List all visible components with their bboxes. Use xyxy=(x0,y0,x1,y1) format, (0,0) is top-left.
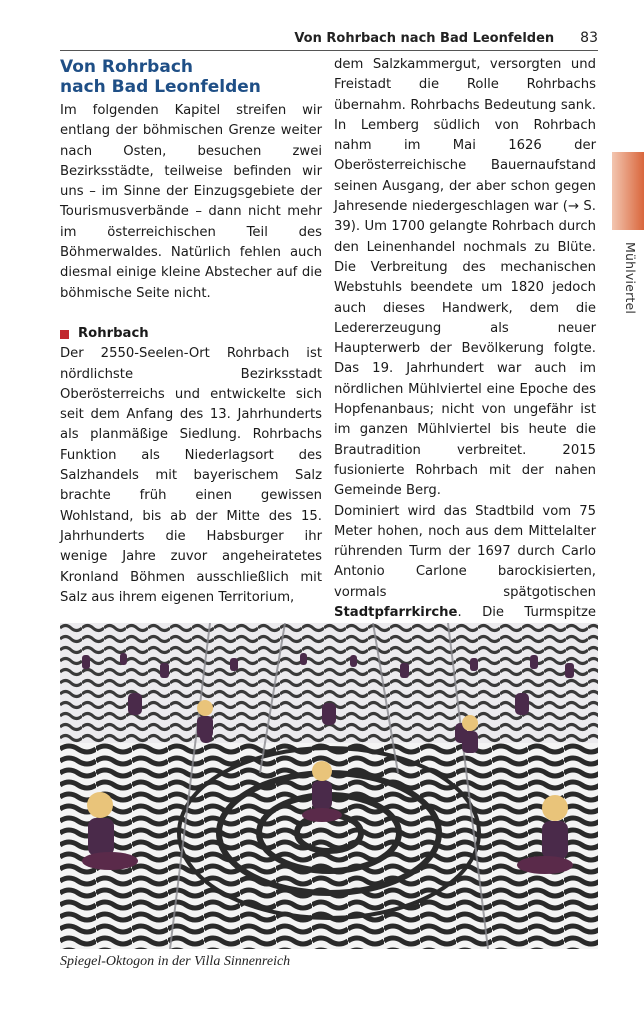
header-rule xyxy=(60,50,598,51)
left-column xyxy=(60,55,322,608)
section-heading xyxy=(60,324,322,344)
running-head xyxy=(60,30,598,46)
chapter-title-line2: nach Bad Leonfelden xyxy=(60,77,261,97)
region-label: Mühlviertel xyxy=(623,242,638,315)
photo-caption: Spiegel-Oktogon in der Villa Sinnenreich xyxy=(60,954,291,969)
paragraph-text: Dominiert wird das Stadtbild vom 75 Meter hohen, noch aus dem Mittelalter rührenden Turm der 1697 durch Carlo Antonio Carlone barockisierten, vormals spätgotischen xyxy=(334,503,596,600)
section-heading-text: Rohrbach xyxy=(78,325,149,341)
mirror-octagon-photo xyxy=(60,623,598,949)
photo-illustration xyxy=(60,623,598,949)
chapter-title-line1: Von Rohrbach xyxy=(60,57,194,77)
paragraph-text: . Die Turmspitze xyxy=(457,605,596,621)
chapter-title xyxy=(60,57,322,97)
highlight-stadtpfarrkirche: Stadtpfarrkirche xyxy=(334,605,458,621)
section-marker-icon xyxy=(60,330,69,339)
body-paragraph-overflow: dem Salzkammergut, versorgten und Freistadt die Rolle Rohrbachs übernahm. Rohrbachs Bedeutung sank. In Lemberg südlich von Rohrbach nahm im Mai 1626 der Oberösterreichische Bauernaufstand seinen Ausgang, der aber schon gegen Jahresende niedergeschlagen war (→ S. 39). Um 1700 gelangte Rohrbach durch den Leinenhandel nochmals zu Blüte. Die Verbreitung des mechanischen Webstuhls beendete um 1820 jedoch auch dieses Handwerk, dem die Ledererzeugung als neuer Haupterwerb der Bevölkerung folgte. Das 19. Jahrhundert war auch im nördlichen Mühlviertel eine Epoche des Hopfenanbaus; nicht von ungefähr ist im ganzen Mühlviertel bis heute die Brautradition verbreitet. 2015 fusionierte Rohrbach mit der nahen Gemeinde Berg. xyxy=(334,57,596,499)
intro-paragraph: Im folgenden Kapitel streifen wir entlang der böhmischen Grenze weiter nach Osten, besuchen zwei Bezirksstädte, teilweise befinden wir uns – im Sinne der Einzugsgebiete der Tourismusverbände – dann nicht mehr im österreichischen Teil des Böhmerwaldes. Natürlich fehlen auch diesmal einige kleine Abstecher auf die böhmische Seite nicht. xyxy=(60,103,322,301)
chapter-color-tab xyxy=(612,152,644,230)
body-paragraph: Der 2550-Seelen-Ort Rohrbach ist nördlichste Bezirksstadt Oberösterreichs und entwickelte sich seit dem Anfang des 13. Jahrhunderts als planmäßige Siedlung. Rohrbachs Funktion als Niederlagsort des Salzhandels mit bayerischem Salz brachte früh einen gewissen Wohlstand, bis ab der Mitte des 15. Jahrhunderts die Habsburger ihr wenige Jahre zuvor angeheiratetes Kronland Böhmen ausschließlich mit Salz aus ihrem eigenen Territorium, xyxy=(60,346,322,605)
running-title: Von Rohrbach nach Bad Leonfelden xyxy=(294,31,555,46)
page-number: 83 xyxy=(580,30,598,46)
